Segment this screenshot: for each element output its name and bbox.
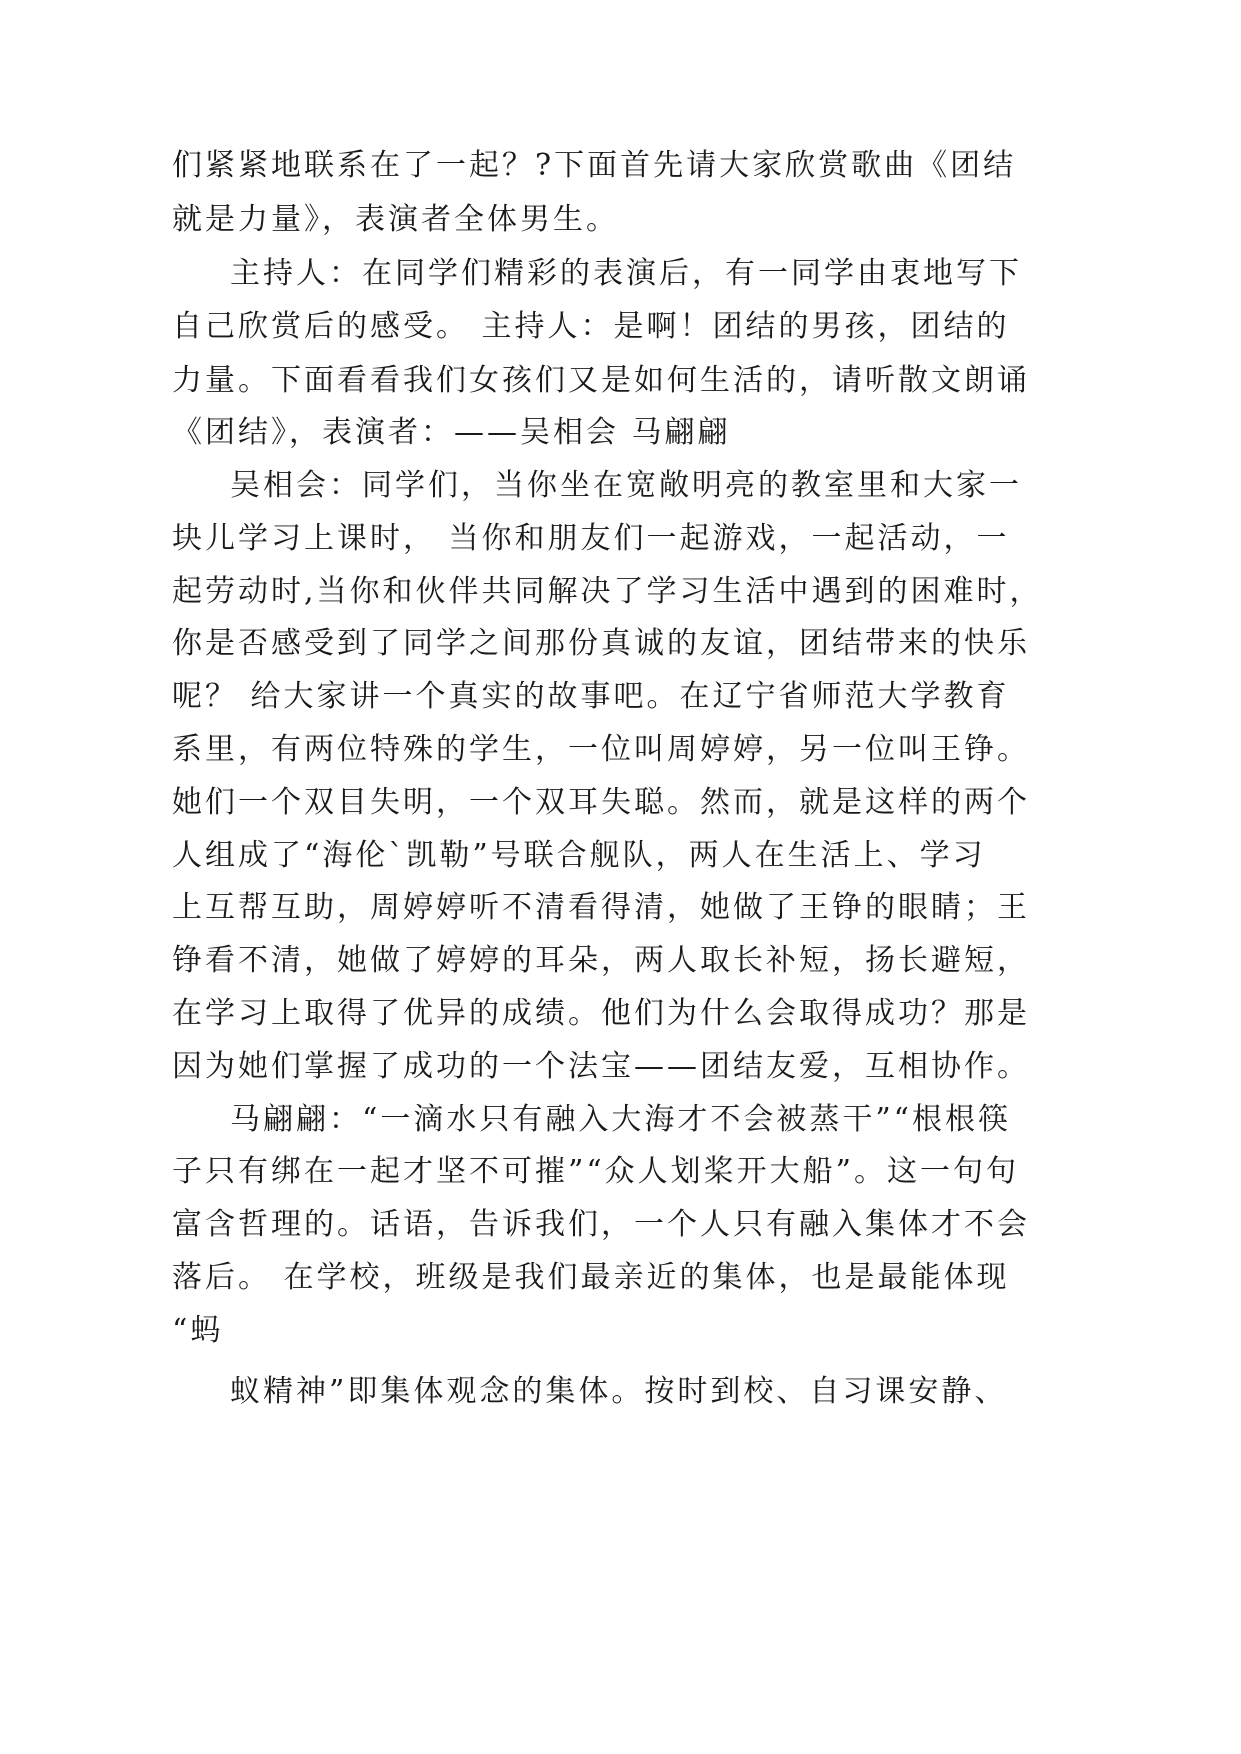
text-line-5: 力量。下面看看我们女孩们又是如何生活的，请听散文朗诵 <box>172 363 1030 398</box>
text-line-2: 就是力量》，表演者全体男生。 <box>172 202 619 237</box>
text-line-7: 吴相会：同学们，当你坐在宽敞明亮的教室里和大家一 <box>230 468 1022 503</box>
text-line-6: 《团结》，表演者：——吴相会 马翩翩 <box>172 415 731 450</box>
text-line-11: 呢？ 给大家讲一个真实的故事吧。在辽宁省师范大学教育 <box>172 679 1010 714</box>
text-line-24: 蚁精神”即集体观念的集体。按时到校、自习课安静、 <box>230 1374 1008 1409</box>
text-line-20: 子只有绑在一起才坚不可摧”“众人划桨开大船”。这一句句 <box>172 1154 1020 1189</box>
text-line-9: 起劳动时,当你和伙伴共同解决了学习生活中遇到的困难时， <box>172 574 1043 609</box>
text-line-16: 铮看不清，她做了婷婷的耳朵，两人取长补短，扬长避短， <box>172 943 1030 978</box>
text-line-12: 系里，有两位特殊的学生，一位叫周婷婷，另一位叫王铮。 <box>172 732 1030 767</box>
text-line-14: 人组成了“海伦`凯勒”号联合舰队，两人在生活上、学习 <box>172 838 986 873</box>
text-line-23: “蚂 <box>172 1313 224 1348</box>
text-line-3: 主持人：在同学们精彩的表演后，有一同学由衷地写下 <box>230 256 1022 291</box>
text-line-22: 落后。 在学校，班级是我们最亲近的集体，也是最能体现 <box>172 1260 1010 1295</box>
text-line-10: 你是否感受到了同学之间那份真诚的友谊，团结带来的快乐 <box>172 626 1030 661</box>
text-line-4: 自己欣赏后的感受。 主持人：是啊！团结的男孩，团结的 <box>172 309 1010 344</box>
text-line-1: 们紧紧地联系在了一起？?下面首先请大家欣赏歌曲《团结 <box>172 148 1017 183</box>
text-line-17: 在学习上取得了优异的成绩。他们为什么会取得成功？那是 <box>172 996 1030 1031</box>
text-line-18: 因为她们掌握了成功的一个法宝——团结友爱，互相协作。 <box>172 1049 1030 1084</box>
text-line-21: 富含哲理的。话语，告诉我们，一个人只有融入集体才不会 <box>172 1207 1030 1242</box>
text-line-19: 马翩翩：“一滴水只有融入大海才不会被蒸干”“根根筷 <box>230 1102 1012 1137</box>
text-line-13: 她们一个双目失明，一个双耳失聪。然而，就是这样的两个 <box>172 785 1030 820</box>
text-line-8: 块儿学习上课时， 当你和朋友们一起游戏，一起活动，一 <box>172 521 1010 556</box>
text-line-15: 上互帮互助，周婷婷听不清看得清，她做了王铮的眼睛；王 <box>172 890 1030 925</box>
